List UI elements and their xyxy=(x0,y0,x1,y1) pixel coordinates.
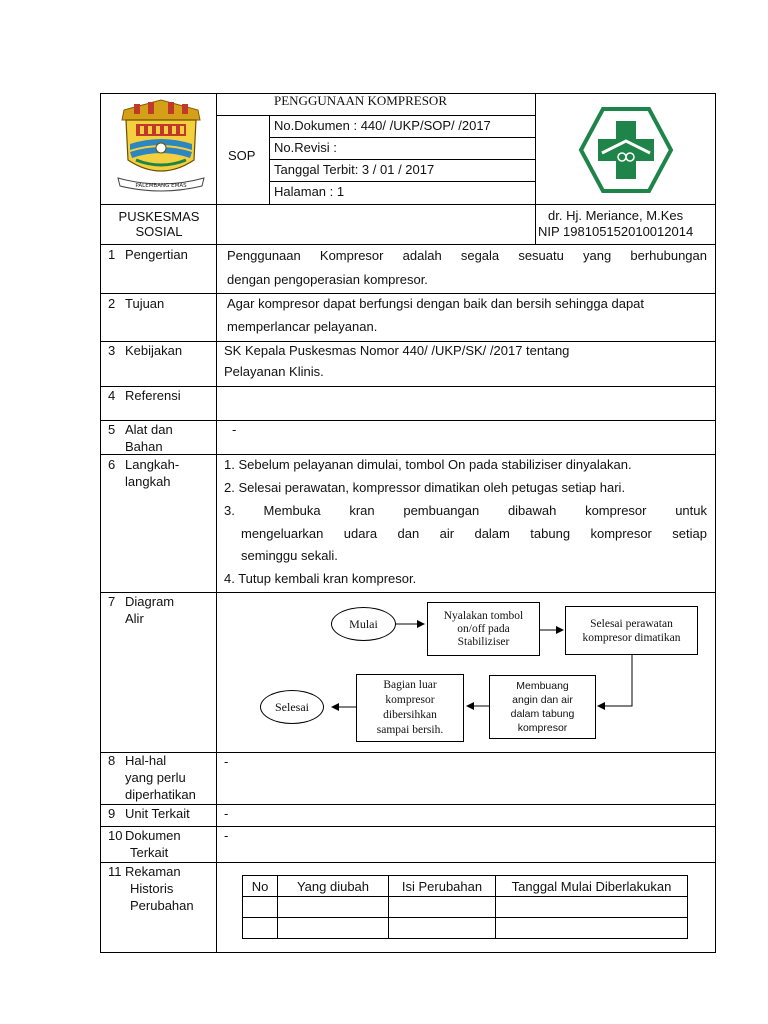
tujuan-text: Agar kompresor dapat berfungsi dengan baik dan bersih sehingga dapat xyxy=(227,296,645,311)
rekaman-historis-table xyxy=(242,875,688,939)
kebijakan-text: SK Kepala Puskesmas Nomor 440/ /UKP/SK/ /2017 tentang xyxy=(224,343,570,358)
dokumen-terkait-value: - xyxy=(224,828,229,843)
table-cell xyxy=(496,918,688,939)
flow-step-bersihkan xyxy=(356,674,464,742)
flow-start xyxy=(331,607,396,641)
section-label: diperhatikan xyxy=(125,787,196,802)
flow-step-nyalakan xyxy=(427,602,540,656)
section-number: 6 xyxy=(108,457,116,472)
flow-step-label: kompresor dimatikan xyxy=(582,631,681,644)
unit-terkait-value: - xyxy=(224,806,229,821)
flow-step-label: Stabiliziser xyxy=(457,635,510,648)
section-label: Rekaman xyxy=(125,864,181,879)
section-label: langkah xyxy=(125,474,171,489)
sop-label: SOP xyxy=(228,148,256,163)
flow-step-label: kompresor xyxy=(517,722,568,734)
hal-hal-value: - xyxy=(224,754,229,769)
section-number: 11 xyxy=(108,864,122,879)
section-label: Perubahan xyxy=(130,898,194,913)
table-cell xyxy=(496,897,688,918)
flow-end-label: Selesai xyxy=(275,699,309,714)
puskesmas-logo-icon xyxy=(578,105,674,195)
no-dokumen: No.Dokumen : 440/ /UKP/SOP/ /2017 xyxy=(274,118,491,133)
flow-start-label: Mulai xyxy=(349,616,378,631)
org-name-line2: SOSIAL xyxy=(135,224,183,239)
table-row xyxy=(243,897,688,918)
table-cell xyxy=(243,918,278,939)
signer-nip: NIP 198105152010012014 xyxy=(538,224,694,239)
section-number: 8 xyxy=(108,753,116,768)
section-label: Alir xyxy=(125,611,144,626)
table-row xyxy=(243,918,688,939)
section-label: Bahan xyxy=(125,439,163,454)
table-header-row xyxy=(243,876,688,897)
table-cell xyxy=(389,918,496,939)
flow-step-label: Membuang xyxy=(516,680,569,692)
section-number: 7 xyxy=(108,594,116,609)
section-number: 10 xyxy=(108,828,123,843)
tujuan-text: memperlancar pelayanan. xyxy=(227,319,378,334)
section-label: Terkait xyxy=(130,845,169,860)
flow-step-label: kompresor xyxy=(385,694,435,706)
city-logo-icon xyxy=(114,98,208,194)
section-label: Langkah- xyxy=(125,457,180,472)
section-label: Hal-hal xyxy=(125,753,167,768)
no-revisi: No.Revisi : xyxy=(274,140,337,155)
section-number: 1 xyxy=(108,247,116,262)
flow-step-label: dalam tabung xyxy=(510,708,575,720)
section-label: Referensi xyxy=(125,388,181,403)
section-number: 2 xyxy=(108,296,116,311)
step-item: mengeluarkan udara dan air dalam tabung kompresor setiap xyxy=(241,526,707,541)
table-cell xyxy=(278,918,389,939)
section-label: Dokumen xyxy=(125,828,181,843)
flow-step-label: angin dan air xyxy=(512,694,573,706)
section-label: Alat dan xyxy=(125,422,173,437)
section-label: Diagram xyxy=(125,594,175,609)
flow-step-label: Nyalakan tombol xyxy=(443,609,524,622)
flow-step-selesai-perawatan xyxy=(565,606,698,655)
tanggal-terbit: Tanggal Terbit: 3 / 01 / 2017 xyxy=(274,162,435,177)
flow-step-label: dibersihkan xyxy=(383,709,437,721)
table-header-cell: Tanggal Mulai Diberlakukan xyxy=(496,876,688,897)
section-number: 4 xyxy=(108,388,116,403)
pengertian-text: dengan pengoperasian kompresor. xyxy=(227,272,428,287)
document-title: PENGGUNAAN KOMPRESOR xyxy=(274,93,447,108)
section-label: Pengertian xyxy=(125,247,188,262)
section-number: 5 xyxy=(108,422,116,437)
table-cell xyxy=(243,897,278,918)
section-label: Tujuan xyxy=(125,296,165,311)
table-cell xyxy=(278,897,389,918)
step-item: 3. Membuka kran pembuangan dibawah kompresor untuk xyxy=(224,503,707,518)
flow-step-membuang xyxy=(489,675,596,739)
flow-step-label: Bagian luar xyxy=(383,679,437,691)
svg-text:PALEMBANG EMAS: PALEMBANG EMAS xyxy=(135,183,187,189)
step-item: 2. Selesai perawatan, kompressor dimatikan oleh petugas setiap hari. xyxy=(224,480,626,495)
alat-bahan-value: - xyxy=(232,422,237,437)
org-name-line1: PUSKESMAS xyxy=(118,209,200,224)
section-label: yang perlu xyxy=(125,770,186,785)
step-item: 1. Sebelum pelayanan dimulai, tombol On pada stabiliziser dinyalakan. xyxy=(224,457,632,472)
table-header-cell: Yang diubah xyxy=(278,876,389,897)
step-item: seminggu sekali. xyxy=(241,548,338,563)
kebijakan-text: Pelayanan Klinis. xyxy=(224,364,324,379)
flow-end xyxy=(260,690,324,724)
step-item: 4. Tutup kembali kran kompresor. xyxy=(224,571,417,586)
signer-name: dr. Hj. Meriance, M.Kes xyxy=(548,208,684,223)
flow-step-label: on/off pada xyxy=(457,622,510,635)
table-header-cell: Isi Perubahan xyxy=(389,876,496,897)
table-header-cell: No xyxy=(243,876,278,897)
flow-step-label: Selesai perawatan xyxy=(590,617,673,630)
pengertian-text: Penggunaan Kompresor adalah segala sesuatu yang berhubungan xyxy=(227,248,707,263)
table-cell xyxy=(389,897,496,918)
flow-step-label: sampai bersih. xyxy=(376,724,444,736)
halaman: Halaman : 1 xyxy=(274,184,345,199)
section-number: 9 xyxy=(108,806,116,821)
section-label: Historis xyxy=(130,881,174,896)
section-label: Unit Terkait xyxy=(125,806,190,821)
section-number: 3 xyxy=(108,343,116,358)
section-label: Kebijakan xyxy=(125,343,183,358)
